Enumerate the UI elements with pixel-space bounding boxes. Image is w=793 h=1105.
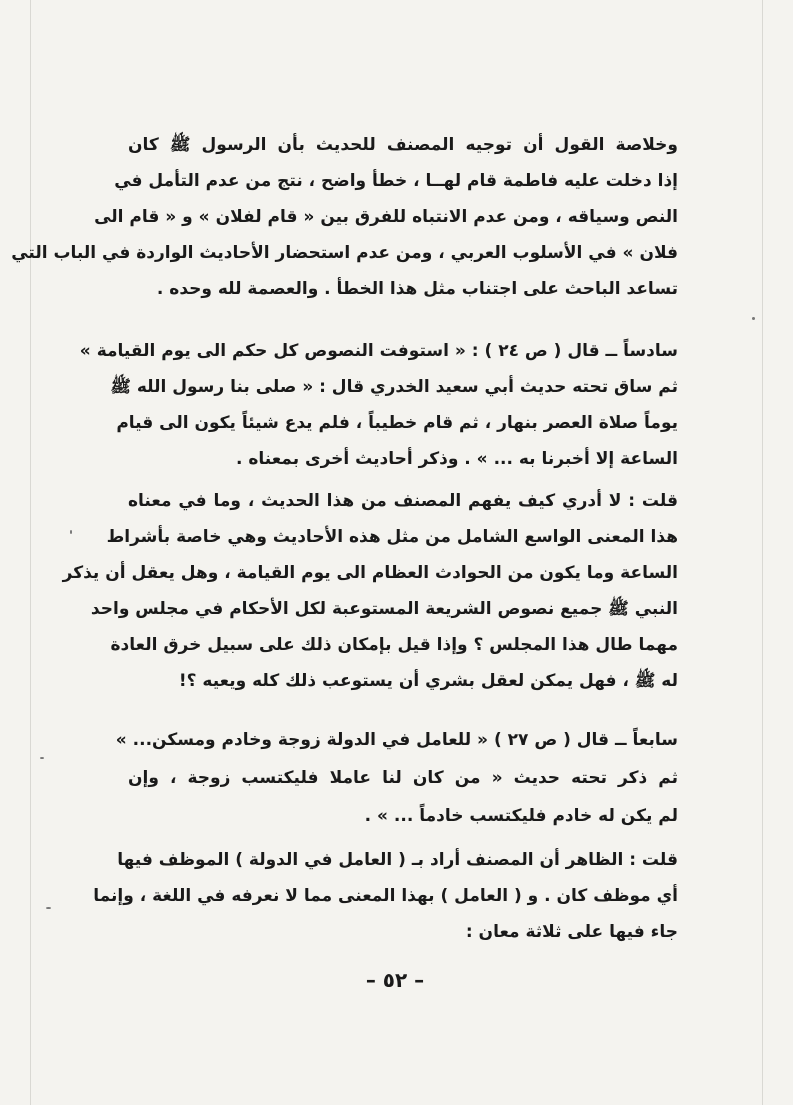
scan-speck (46, 907, 51, 909)
text-line: لم يكن له خادم فليكتسب خادماً ... » . (364, 806, 678, 826)
text-line: سادساً ــ قال ( ص ٢٤ ) : « استوفت النصوص كل حكم الى يوم القيامة » (79, 341, 678, 361)
text-line: قلت : الظاهر أن المصنف أراد بـ ( العامل في الدولة ) الموظف فيها (117, 850, 678, 870)
text-line: سابعاً ــ قال ( ص ٢٧ ) « للعامل في الدولة زوجة وخادم ومسكن... » (115, 730, 678, 750)
scan-speck (70, 530, 72, 534)
paragraph-commentary-one (62, 484, 678, 704)
scan-margin-line (30, 0, 31, 1105)
text-line: تساعد الباحث على اجتناب مثل هذا الخطأ . والعصمة لله وحده . (156, 279, 678, 299)
paragraph-sixth-point (79, 334, 678, 484)
paragraph-seventh-point (115, 723, 678, 833)
text-line: ثم ساق تحته حديث أبي سعيد الخدري قال : « صلى بنا رسول الله ﷺ (110, 377, 678, 397)
page-number: – ٥٢ – (365, 968, 425, 992)
text-line: إذا دخلت عليه فاطمة قام لهــا ، خطأ واضح ، نتج من عدم التأمل في (114, 171, 678, 191)
text-line: النبي ﷺ جميع نصوص الشريعة المستوعبة لكل الأحكام في مجلس واحد (90, 599, 678, 619)
paragraph-conclusion (11, 128, 678, 308)
text-line: أي موظف كان . و ( العامل ) بهذا المعنى مما لا نعرفه في اللغة ، وإنما (93, 886, 678, 906)
paragraph-commentary-two (93, 843, 678, 953)
scan-speck (752, 317, 755, 320)
text-line: الساعة إلا أخبرنا به ... » . وذكر أحاديث أخرى بمعناه . (235, 449, 678, 469)
text-line: جاء فيها على ثلاثة معان : (465, 922, 678, 942)
text-line: الساعة وما يكون من الحوادث العظام الى يوم القيامة ، وهل يعقل أن يذكر (62, 563, 678, 583)
text-line: مهما طال هذا المجلس ؟ وإذا قيل بإمكان ذلك على سبيل خرق العادة (110, 635, 678, 655)
text-line: يوماً صلاة العصر بنهار ، ثم قام خطيباً ، فلم يدع شيئاً يكون الى قيام (116, 413, 678, 433)
text-line: ثم ذكر تحته حديث « من كان لنا عاملا فليكتسب زوجة ، وإن (128, 768, 678, 788)
text-line: وخلاصة القول أن توجيه المصنف للحديث بأن الرسول ﷺ كان (128, 135, 678, 155)
scan-margin-line (762, 0, 763, 1105)
scan-speck (40, 757, 44, 759)
text-line: هذا المعنى الواسع الشامل من مثل هذه الأحاديث وهي خاصة بأشراط (106, 527, 678, 547)
text-line: قلت : لا أدري كيف يفهم المصنف من هذا الحديث ، وما في معناه (128, 491, 678, 511)
text-line: له ﷺ ، فهل يمكن لعقل بشري أن يستوعب ذلك كله ويعيه ؟! (178, 671, 678, 691)
text-line: النص وسياقه ، ومن عدم الانتباه للفرق بين « قام لفلان » و « قام الى (94, 207, 678, 227)
text-line: فلان » في الأسلوب العربي ، ومن عدم استحضار الأحاديث الواردة في الباب التي (11, 243, 678, 263)
